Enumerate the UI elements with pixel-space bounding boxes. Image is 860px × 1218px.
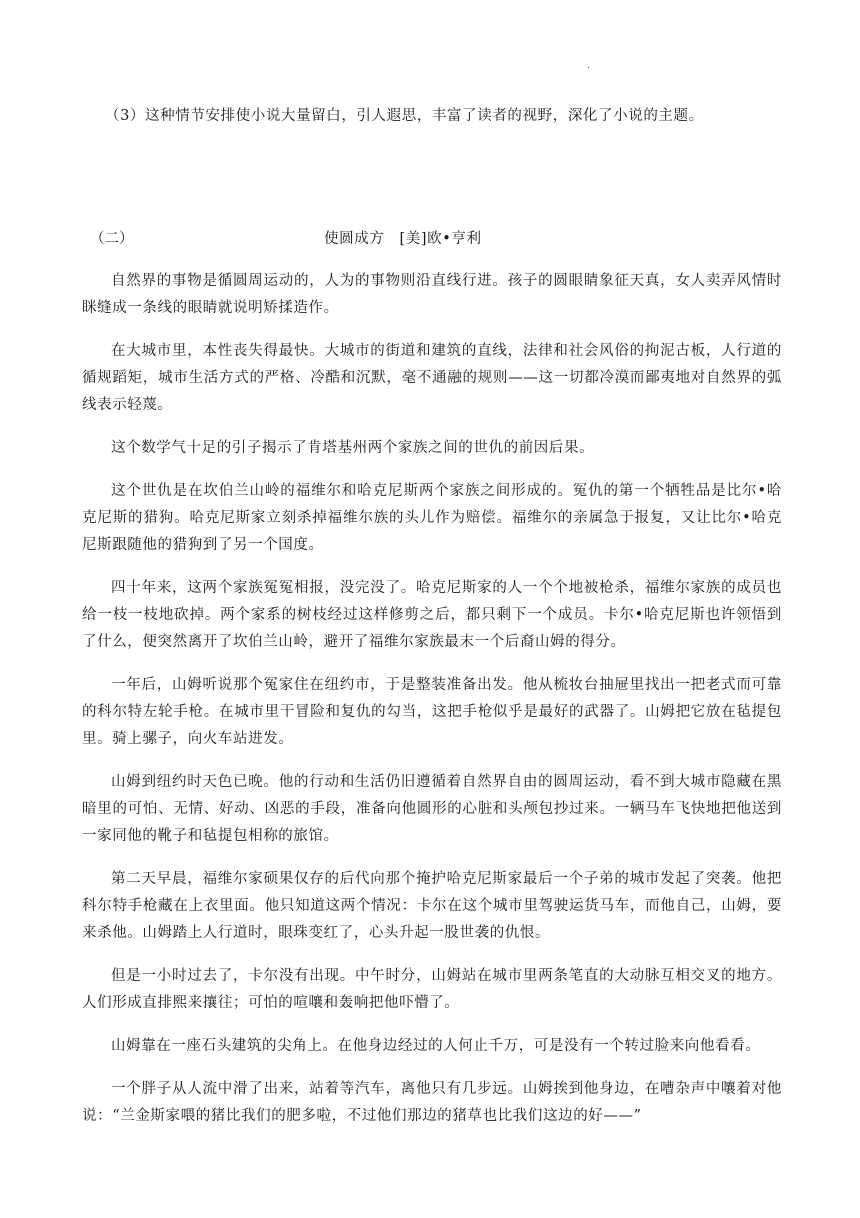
- paragraph-7: 山姆到纽约时天色已晚。他的行动和生活仍旧遵循着自然界自由的圆周运动，看不到大城市隐藏在黑暗里的可怕、无情、好动、凶恶的手段，准备向他圆形的心脏和头颅包抄过来。一辆马车飞快地把他送到一家同他的靴子和毡提包相称的旅馆。: [82, 774, 782, 844]
- story-body: [82, 268, 782, 1146]
- paragraph-10: 山姆靠在一座石头建筑的尖角上。在他身边经过的人何止千万，可是没有一个转过脸来向他看看。: [111, 1038, 761, 1054]
- paragraph-3: 这个数学气十足的引子揭示了肯塔基州两个家族之间的世仇的前因后果。: [111, 440, 595, 456]
- paragraph-9: 但是一小时过去了，卡尔没有出现。中午时分，山姆站在城市里两条笔直的大动脉互相交叉的地方。人们形成直排熙来攘往；可怕的喧嚷和轰响把他吓懵了。: [82, 968, 782, 1011]
- paragraph-6: 一年后，山姆听说那个冤家住在纽约市，于是整装准备出发。他从梳妆台抽屉里找出一把老式而可靠的科尔特左轮手枪。在城市里干冒险和复仇的勾当，这把手枪似乎是最好的武器了。山姆把它放在毡提包里。骑上骡子，向火车站进发。: [82, 677, 782, 747]
- header-mark: ·: [587, 63, 591, 74]
- section-number: （二）: [90, 231, 134, 247]
- story-title: 使圆成方 [美]欧•亨利: [324, 231, 482, 247]
- paragraph-11: 一个胖子从人流中滑了出来，站着等汽车，离他只有几步远。山姆挨到他身边，在嘈杂声中嚷着对他说：“兰金斯家喂的猪比我们的肥多啦，不过他们那边的猪草也比我们这边的好——”: [82, 1081, 782, 1124]
- paragraph-8: 第二天早晨，福维尔家硕果仅存的后代向那个掩护哈克尼斯家最后一个子弟的城市发起了突袭。他把科尔特手枪藏在上衣里面。他只知道这两个情况：卡尔在这个城市里驾驶运货马车，而他自己，山姆，要来杀他。山姆踏上人行道时，眼珠变红了，心头升起一股世袭的仇恨。: [82, 871, 782, 941]
- paragraph-4: 这个世仇是在坎伯兰山岭的福维尔和哈克尼斯两个家族之间形成的。冤仇的第一个牺牲品是比尔•哈克尼斯的猎狗。哈克尼斯家立刻杀掉福维尔族的头儿作为赔偿。福维尔的亲属急于报复，又让比尔•哈克尼斯跟随他的猎狗到了另一个国度。: [82, 483, 782, 553]
- section-header: [90, 230, 790, 248]
- paragraph-1: 自然界的事物是循圆周运动的，人为的事物则沿直线行进。孩子的圆眼睛象征天真，女人卖弄风情时眯缝成一条线的眼睛就说明矫揉造作。: [82, 273, 782, 316]
- paragraph-5: 四十年来，这两个家族冤冤相报，没完没了。哈克尼斯家的人一个个地被枪杀，福维尔家族的成员也给一枝一枝地砍掉。两个家系的树枝经过这样修剪之后，都只剩下一个成员。卡尔•哈克尼斯也许领悟到了什么，便突然离开了坎伯兰山岭，避开了福维尔家族最末一个后裔山姆的得分。: [82, 580, 782, 650]
- paragraph-2: 在大城市里，本性丧失得最快。大城市的街道和建筑的直线，法律和社会风俗的拘泥古板，人行道的循规蹈矩，城市生活方式的严格、冷酷和沉默，毫不通融的规则——这一切都冷漠而鄙夷地对自然界的弧线表示轻蔑。: [82, 343, 782, 413]
- lead-paragraph: （3）这种情节安排使小说大量留白，引人遐思，丰富了读者的视野，深化了小说的主题。: [105, 108, 704, 124]
